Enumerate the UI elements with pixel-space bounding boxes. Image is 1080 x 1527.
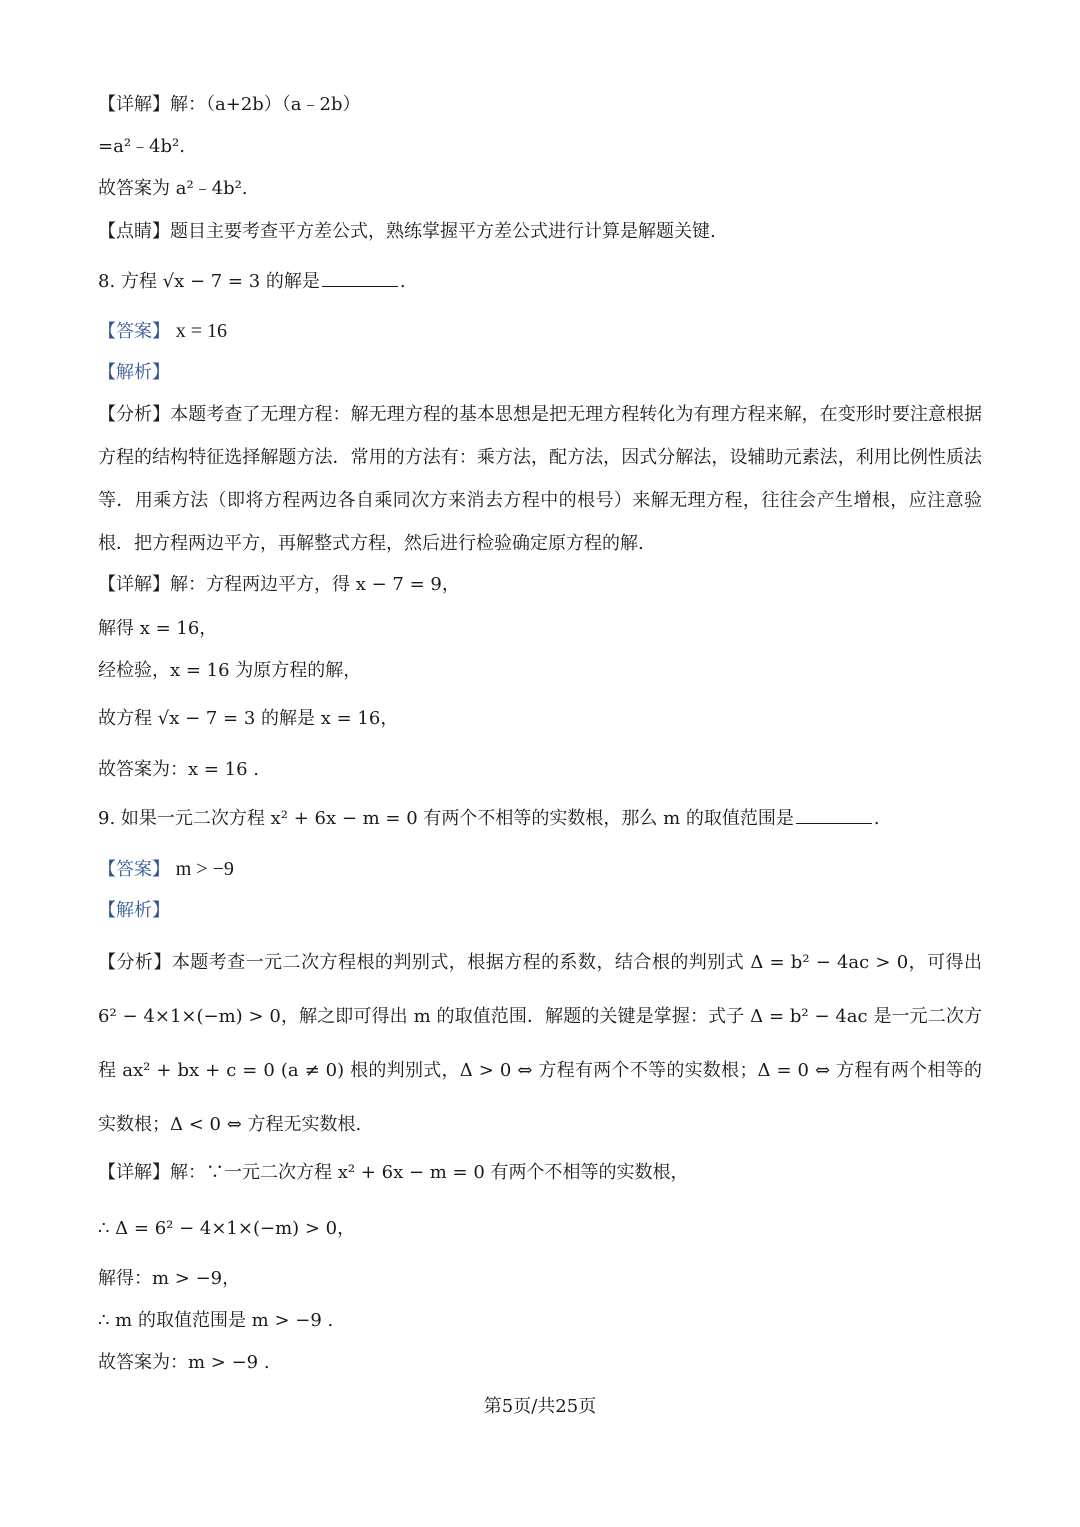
question-8-end: . (399, 271, 406, 292)
detail-line-2: =a²﹣4b². (98, 136, 185, 157)
detail-8-line-3: 经检验，x = 16 为原方程的解， (98, 660, 362, 681)
answer-tag: 【答案】 (98, 859, 170, 880)
analysis-tag-9: 【解析】 (98, 900, 170, 921)
analysis-9: 【分析】本题考查一元二次方程根的判别式，根据方程的系数，结合根的判别式 Δ = b² − 4ac > 0，可得出 6² − 4×1×(−m) > 0，解之即可得出 m 的取值范围．解题的关键是掌握：式子 Δ = b² − 4ac 是一元二次方程 ax² + bx + c = 0 (a ≠ 0) 根的判别式，Δ > 0 ⇔ 方程有两个不等的实数根；Δ = 0 ⇔ 方程有两个相等的实数根；Δ < 0 ⇔ 方程无实数根. (98, 952, 982, 1135)
answer-tag: 【答案】 (98, 321, 170, 342)
answer-value: m > −9 (175, 858, 234, 880)
detail-9-line-4: ∴ m 的取值范围是 m > −9 . (98, 1310, 334, 1331)
question-9-text: 9. 如果一元二次方程 x² + 6x − m = 0 有两个不相等的实数根，那么 m 的取值范围是 (98, 808, 794, 829)
detail-line-3: 故答案为 a²﹣4b². (98, 178, 248, 199)
detail-line-1: 【详解】解：（a+2b）（a﹣2b） (98, 94, 361, 115)
analysis-8: 【分析】本题考查了无理方程：解无理方程的基本思想是把无理方程转化为有理方程来解，在变形时要注意根据方程的结构特征选择解题方法．常用的方法有：乘方法，配方法，因式分解法，设辅助元素法，利用比例性质法等．用乘方法（即将方程两边各自乘同次方来消去方程中的根号）来解无理方程，往往会产生增根，应注意验根．把方程两边平方，再解整式方程，然后进行检验确定原方程的解. (98, 404, 982, 554)
question-8-text: 8. 方程 √x − 7 = 3 的解是 (98, 271, 320, 292)
answer-blank (796, 823, 872, 824)
detail-8-line-1: 【详解】解：方程两边平方，得 x − 7 = 9， (98, 574, 460, 595)
question-8 (98, 269, 406, 295)
detail-9-line-3: 解得：m > −9， (98, 1268, 241, 1289)
answer-9 (98, 856, 234, 883)
answer-8 (98, 318, 227, 345)
page-footer: 第5页/共25页 (483, 1396, 597, 1417)
detail-8-line-5: 故答案为：x = 16 . (98, 759, 260, 780)
question-9 (98, 806, 880, 832)
detail-9-line-2: ∴ Δ = 6² − 4×1×(−m) > 0， (98, 1218, 356, 1239)
answer-blank (322, 286, 398, 287)
detail-9-line-5: 故答案为：m > −9 . (98, 1352, 270, 1373)
detail-8-line-4: 故方程 √x − 7 = 3 的解是 x = 16， (98, 708, 399, 729)
comment-line: 【点睛】题目主要考查平方差公式，熟练掌握平方差公式进行计算是解题关键. (98, 221, 716, 242)
detail-9-line-1: 【详解】解：∵一元二次方程 x² + 6x − m = 0 有两个不相等的实数根， (98, 1162, 689, 1183)
analysis-tag-8: 【解析】 (98, 362, 170, 383)
answer-value: x = 16 (175, 320, 228, 342)
detail-8-line-2: 解得 x = 16， (98, 618, 218, 639)
question-9-end: . (873, 808, 880, 829)
